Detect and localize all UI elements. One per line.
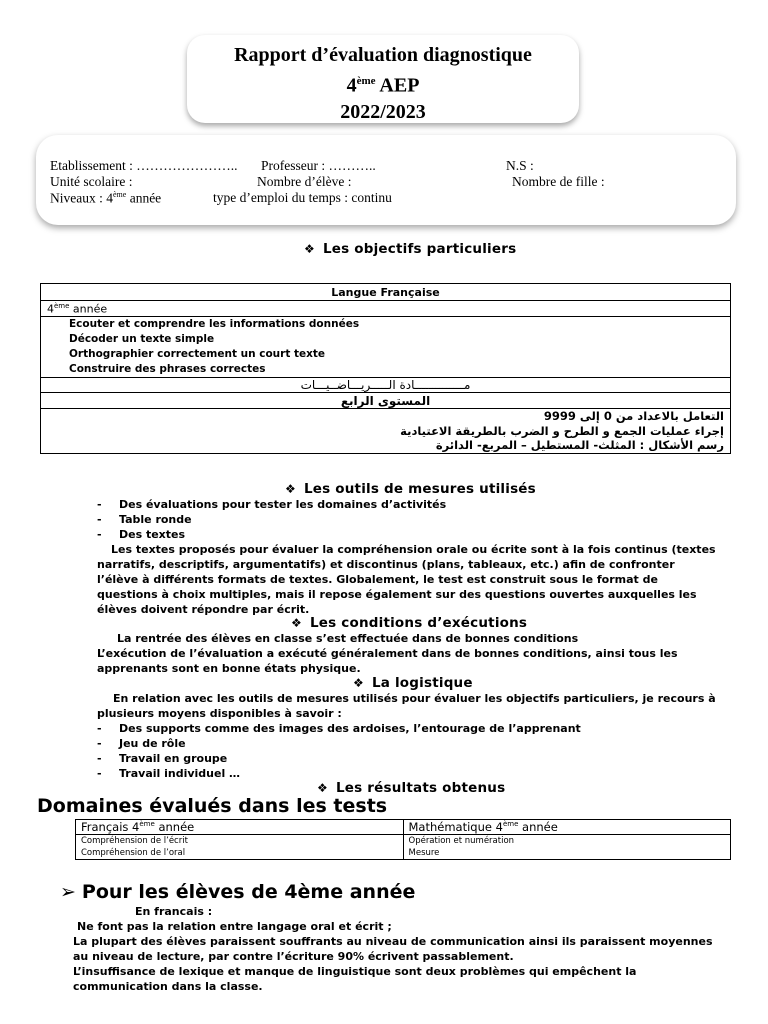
diamond-bullet-icon: ❖: [285, 482, 296, 496]
eleves-line: Ne font pas la relation entre langage oral et écrit ;: [77, 920, 392, 933]
table-header-francais: Langue Française: [41, 284, 731, 301]
table-row-math-objectifs: [41, 409, 731, 454]
domaines-math-items: [403, 835, 731, 860]
list-item: Construire des phrases correctes: [69, 363, 266, 375]
list-item: Compréhension de l’oral: [81, 848, 186, 858]
logistique-heading: ❖ La logistique: [353, 675, 473, 691]
arrow-bullet-icon: ➢: [60, 881, 76, 903]
eleves-section: [73, 904, 723, 994]
list-item: Mesure: [408, 848, 440, 858]
title-box: [187, 35, 579, 123]
conditions-section: [97, 631, 717, 676]
objectifs-heading: ❖ Les objectifs particuliers: [304, 241, 517, 257]
unite-field: Unité scolaire :: [50, 174, 133, 189]
niveaux-field: Niveaux : 4ème année: [50, 190, 162, 206]
list-item: - Des évaluations pour tester les domaines d’activités: [97, 498, 447, 511]
list-item: Orthographier correctement un court texte: [69, 348, 326, 360]
table-row-annee: 4ème année: [41, 301, 731, 317]
list-item: - Travail en groupe: [97, 752, 228, 765]
list-item: - Jeu de rôle: [97, 737, 186, 750]
report-year: 2022/2023: [340, 100, 426, 123]
diamond-bullet-icon: ❖: [317, 781, 328, 795]
report-level: 4ème AEP: [346, 74, 420, 97]
list-item: رسم الأشكال : المثلث- المستطيل – المربع- الدائرة: [435, 438, 724, 452]
diamond-bullet-icon: ❖: [304, 242, 315, 256]
outils-section: [97, 497, 737, 617]
list-item: - Des textes: [97, 528, 186, 541]
outils-heading: ❖ Les outils de mesures utilisés: [285, 481, 536, 497]
list-item: - Table ronde: [97, 513, 192, 526]
list-item: Opération et numération: [408, 836, 515, 846]
eleves-line: La plupart des élèves paraissent souffrants au niveau de communication ainsi ils paraissent moyennes au niveau de lecture, par contre l’écriture 90% écrivent passablement.: [73, 935, 713, 963]
table-row-math-level: المستوى الرابع: [41, 393, 731, 409]
list-item: Ecouter et comprendre les informations données: [69, 318, 360, 330]
table-header-math: مــــــــــــــادة الـــــريـــاضــيـــات: [41, 378, 731, 393]
conditions-line1: La rentrée des élèves en classe s’est effectuée dans de bonnes conditions: [117, 632, 579, 645]
list-item: Compréhension de l’écrit: [81, 836, 188, 846]
list-item: إجراء عمليات الجمع و الطرح و الضرب بالطريقة الاعتيادية: [400, 423, 724, 438]
nombre-eleve-field: Nombre d’élève :: [257, 174, 352, 189]
ns-field: N.S :: [506, 158, 534, 173]
resultats-heading: ❖ Les résultats obtenus: [317, 780, 506, 796]
table-row-objectifs-francais: [41, 317, 731, 378]
logistique-section: [97, 691, 727, 781]
list-item: Décoder un texte simple: [69, 333, 215, 345]
emploi-field: type d’emploi du temps : continu: [213, 190, 392, 205]
domaines-col-math: Mathématique 4ème année: [403, 820, 731, 835]
domaines-francais-items: [76, 835, 404, 860]
list-item: - Travail individuel …: [97, 767, 241, 780]
diamond-bullet-icon: ❖: [353, 676, 364, 690]
eleves-line: L’insuffisance de lexique et manque de linguistique sont deux problèmes qui empêchent la communication dans la classe.: [73, 965, 637, 993]
diamond-bullet-icon: ❖: [291, 616, 302, 630]
list-item: - Des supports comme des images des ardoises, l’entourage de l’apprenant: [97, 722, 581, 735]
domaines-col-francais: Français 4ème année: [76, 820, 404, 835]
domaines-title: Domaines évalués dans les tests: [37, 795, 388, 817]
domaines-table: [75, 819, 731, 860]
nombre-fille-field: Nombre de fille :: [512, 174, 605, 189]
etablissement-field: Etablissement : …………………..: [50, 158, 238, 173]
conditions-heading: ❖ Les conditions d’exécutions: [291, 615, 528, 631]
outils-paragraph: Les textes proposés pour évaluer la compréhension orale ou écrite sont à la fois continus (textes narratifs, descriptifs, argumentatifs) et discontinus (plans, tableaux, etc.) afin de confronter l’élève à différents formats de textes. Globalement, le test est construit sous le format de questions à choix multiples, mais il repose également sur des questions ouvertes auxquelles les élèves doivent répondre par écrit.: [97, 543, 716, 616]
logistique-intro: En relation avec les outils de mesures utilisés pour évaluer les objectifs particuliers, je recours à plusieurs moyens disponibles à savoir :: [97, 692, 716, 720]
conditions-line2: L’exécution de l’évaluation a exécuté généralement dans de bonnes conditions, ainsi tous les apprenants sont en bonne états physique.: [97, 647, 678, 675]
info-box: [36, 135, 736, 225]
professeur-field: Professeur : ………..: [261, 158, 376, 173]
eleves-subheading: En francais :: [135, 905, 213, 918]
eleves-heading: ➢ Pour les élèves de 4ème année: [60, 881, 416, 903]
report-title: Rapport d’évaluation diagnostique: [234, 44, 532, 66]
list-item: التعامل بالاعداد من 0 إلى 9999: [543, 409, 724, 423]
objectifs-table: [40, 283, 731, 454]
